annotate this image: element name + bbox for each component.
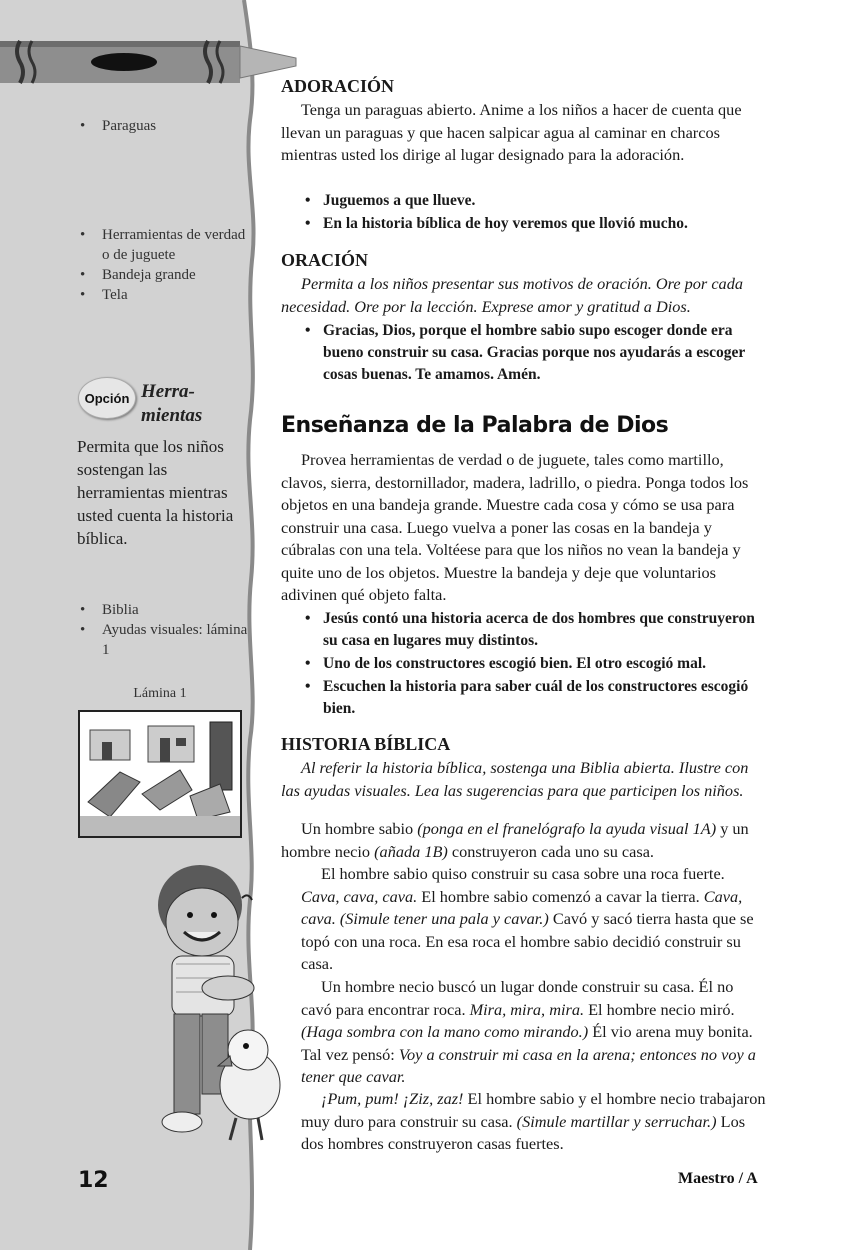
list-item: • Paraguas xyxy=(78,116,248,136)
crayon-icon xyxy=(0,38,300,88)
text-run: Cavó y sacó tierra hasta que se topó con una roca. En esa roca el hombre sabio decidió construir su casa. xyxy=(301,909,754,973)
text-run: Voy a construir mi casa en la arena; entonces no voy a tener que cavar. xyxy=(301,1044,756,1086)
historia-paragraph-4 xyxy=(281,1088,766,1156)
text-run: ¡Pum, pum! ¡Ziz, zaz! xyxy=(321,1089,464,1108)
historia-paragraph-3 xyxy=(281,976,766,1089)
text-run: (Simule martillar y serruchar.) xyxy=(516,1111,717,1131)
option-badge: Opción xyxy=(78,377,136,419)
footer-label: Maestro / A xyxy=(678,1170,758,1187)
list-item: • En la historia bíblica de hoy veremos que llovió mucho. xyxy=(301,213,771,235)
historia-paragraph-2 xyxy=(281,863,766,976)
text-run: El hombre sabio quiso construir su casa sobre una roca fuerte. xyxy=(321,864,725,883)
text-run: Un hombre necio buscó un lugar donde construir su casa. Él no cavó para encontrar roca. xyxy=(301,977,734,1019)
list-item: • Gracias, Dios, porque el hombre sabio supo escoger donde era bueno construir su casa. Gracias porque nos ayudarás a escoger cosas buenas. Te amamos. Amén. xyxy=(301,320,751,386)
text-run: El hombre necio miró. xyxy=(584,999,735,1019)
text-run: Él vio arena muy bonita. Tal vez pensó: xyxy=(301,1022,753,1064)
oracion-text: Permita a los niños presentar sus motivos de oración. Ore por cada necesidad. Ore por la lección. Exprese amor y gratitud a Dios. xyxy=(281,274,743,316)
lamina-thumbnail xyxy=(78,710,242,838)
text-run: y un hombre necio xyxy=(281,819,749,861)
text-run: Los dos hombres construyeron casas fuertes. xyxy=(301,1111,746,1153)
text-run: Un hombre sabio xyxy=(301,819,418,838)
text-run: Mira, mira, mira. xyxy=(469,999,585,1019)
oracion-bullets xyxy=(301,320,751,387)
text-run: construyeron cada uno su casa. xyxy=(447,841,654,861)
historia-heading: HISTORIA BÍBLICA xyxy=(281,734,451,754)
materials-list-3 xyxy=(78,600,248,660)
materials-list-1 xyxy=(78,116,248,136)
oracion-heading: ORACIÓN xyxy=(281,250,369,270)
list-item: • Juguemos a que llueve. xyxy=(301,190,771,212)
lamina-label: Lámina 1 xyxy=(133,686,187,701)
text-run: (Haga sombra con la mano como mirando.) xyxy=(301,1022,589,1041)
text-run: Cava, cava. (Simule tener una pala y cavar.) xyxy=(301,886,743,928)
house-illustration xyxy=(80,712,240,836)
page-number: 12 xyxy=(78,1168,109,1193)
list-item: • Biblia xyxy=(78,600,248,620)
text-run: Cava, cava, cava. xyxy=(301,886,418,906)
list-item: • Escuchen la historia para saber cuál de los constructores escogió bien. xyxy=(301,676,771,720)
ensenanza-text: Provea herramientas de verdad o de juguete, tales como martillo, clavos, sierra, destornillador, madera, ladrillo, o piedra. Ponga todos los objetos en una bandeja grande. Muestre cada cosa y cómo se usa para construir una casa. Luego vuelva a poner las cosas en la bandeja y cúbralas con una tela. Voltéese para que los niños no vean la bandeja y quite uno de los objetos. Muestre la bandeja y deje que voluntarios adivinen qué objeto falta. xyxy=(281,450,749,604)
list-item: • Jesús contó una historia acerca de dos hombres que construyeron su casa en lugares muy distintos. xyxy=(301,608,771,652)
option-title: Herra- mientas xyxy=(141,381,203,426)
text-run: El hombre sabio comenzó a cavar la tierra. xyxy=(417,886,704,906)
text-run: (añada 1B) xyxy=(374,841,448,861)
text-run: El hombre sabio y el hombre necio trabajaron muy duro para construir su casa. xyxy=(301,1089,766,1131)
adoracion-text: Tenga un paraguas abierto. Anime a los niños a hacer de cuenta que llevan un paraguas y que hacen salpicar agua al caminar en charcos mientras usted los dirige al lugar designado para la adoración. xyxy=(281,100,742,164)
text-run: (ponga en el franelógrafo la ayuda visual 1A) xyxy=(417,819,717,838)
list-item: • Uno de los constructores escogió bien. El otro escogió mal. xyxy=(301,653,771,675)
list-item: • Ayudas visuales: lámina 1 xyxy=(78,620,248,660)
list-item: • Herramientas de verdad o de juguete xyxy=(78,225,248,265)
historia-paragraph-1 xyxy=(281,818,766,863)
list-item: • Tela xyxy=(78,285,248,305)
ensenanza-heading: Enseñanza de la Palabra de Dios xyxy=(281,413,669,438)
option-body: Permita que los niños sostengan las herramientas mientras usted cuenta la historia bíblica. xyxy=(77,437,234,548)
ensenanza-bullets xyxy=(301,608,771,721)
materials-list-2 xyxy=(78,225,248,305)
adoracion-heading: ADORACIÓN xyxy=(281,76,395,96)
historia-intro: Al referir la historia bíblica, sostenga una Biblia abierta. Ilustre con las ayudas visuales. Lea las sugerencias para que participen los niños. xyxy=(281,758,749,800)
list-item: • Bandeja grande xyxy=(78,265,248,285)
adoracion-bullets xyxy=(301,190,771,236)
sidebar xyxy=(0,0,262,1250)
